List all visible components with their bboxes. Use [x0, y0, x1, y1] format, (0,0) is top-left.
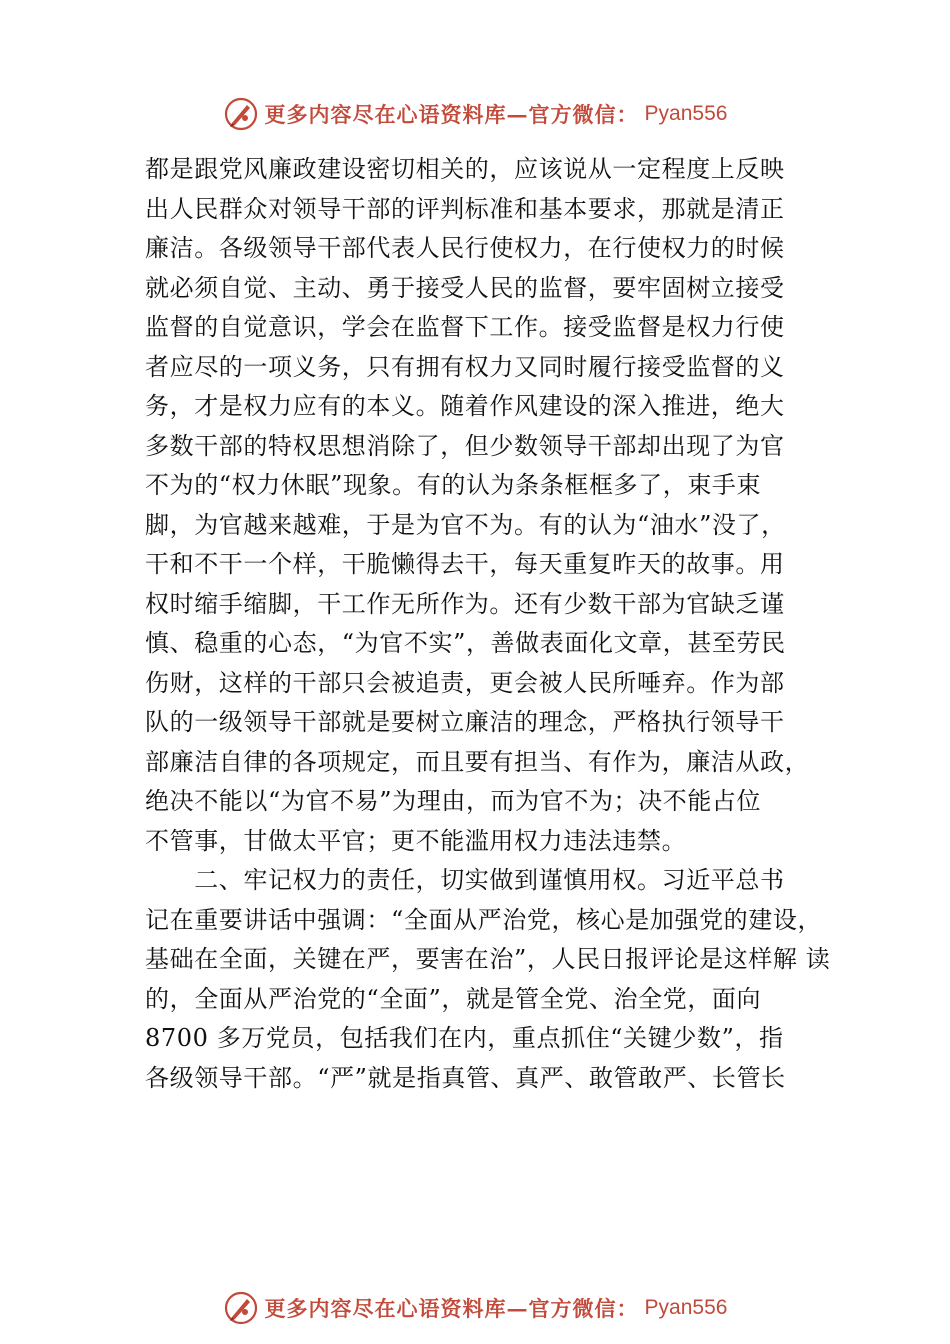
section-heading-line: 二、牢记权力的责任，切实做到谨慎用权。习近平总书 [145, 866, 785, 894]
watermark-wechat-id: Pyan556 [644, 102, 728, 125]
text-line: 绝决不能以“为官不易”为理由，而为官不为；决不能占位 [145, 787, 762, 815]
footer-watermark [0, 1288, 950, 1328]
text-line: 脚，为官越来越难，于是为官不为。有的认为“油水”没了， [145, 510, 786, 539]
text-line: 监督的自觉意识，学会在监督下工作。接受监督是权力行使 [145, 313, 785, 341]
text-line: 多数干部的特权思想消除了，但少数领导干部却出现了为官 [145, 431, 785, 460]
text-line: 都是跟党风廉政建设密切相关的，应该说从一定程度上反映 [145, 155, 785, 183]
text-line: 务，才是权力应有的本义。随着作风建设的深入推进，绝大 [145, 392, 785, 420]
text-line: 不管事，甘做太平官；更不能滥用权力违法违禁。 [145, 826, 687, 855]
quill-logo-icon [223, 96, 259, 132]
text-line: 不为的“权力休眠”现象。有的认为条条框框多了，束手束 [145, 471, 762, 499]
text-line: 记在重要讲话中强调：“全面从严治党，核心是加强党的建设， [145, 905, 823, 934]
header-watermark [0, 94, 950, 134]
text-line: 干和不干一个样，干脆懒得去干，每天重复昨天的故事。用 [145, 550, 785, 578]
text-line: 慎、稳重的心态，“为官不实”，善做表面化文章，甚至劳民 [145, 629, 786, 657]
text-line: 的，全面从严治党的“全面”，就是管全党、治全党，面向 [145, 984, 762, 1013]
text-line: 权时缩手缩脚，干工作无所作为。还有少数干部为官缺乏谨 [145, 589, 785, 618]
text-line: 廉洁。各级领导干部代表人民行使权力，在行使权力的时候 [145, 234, 785, 262]
text-line: 基础在全面，关键在严，要害在治”，人民日报评论是这样解 读 [145, 945, 831, 973]
text-line: 者应尽的一项义务，只有拥有权力又同时履行接受监督的义 [145, 352, 785, 381]
text-line: 伤财，这样的干部只会被追责，更会被人民所唾弃。作为部 [145, 668, 785, 697]
quill-logo-icon [223, 1290, 259, 1326]
text-line: 队的一级领导干部就是要树立廉洁的理念，严格执行领导干 [145, 708, 785, 736]
text-line: 各级领导干部。“严”就是指真管、真严、敢管敢严、长管长 [145, 1063, 786, 1092]
text-line: 部廉洁自律的各项规定，而且要有担当、有作为，廉洁从政， [145, 747, 810, 776]
text-line: 8700 多万党员，包括我们在内，重点抓住“关键少数”，指 [145, 1024, 784, 1052]
document-body [145, 150, 845, 1098]
watermark-text: 更多内容尽在心语资料库—官方微信： [264, 1296, 639, 1321]
watermark-text: 更多内容尽在心语资料库—官方微信： [264, 102, 639, 127]
watermark-wechat-id: Pyan556 [644, 1296, 728, 1319]
text-line: 出人民群众对领导干部的评判标准和基本要求，那就是清正 [145, 194, 785, 223]
text-line: 就必须自觉、主动、勇于接受人民的监督，要牢固树立接受 [145, 273, 785, 302]
